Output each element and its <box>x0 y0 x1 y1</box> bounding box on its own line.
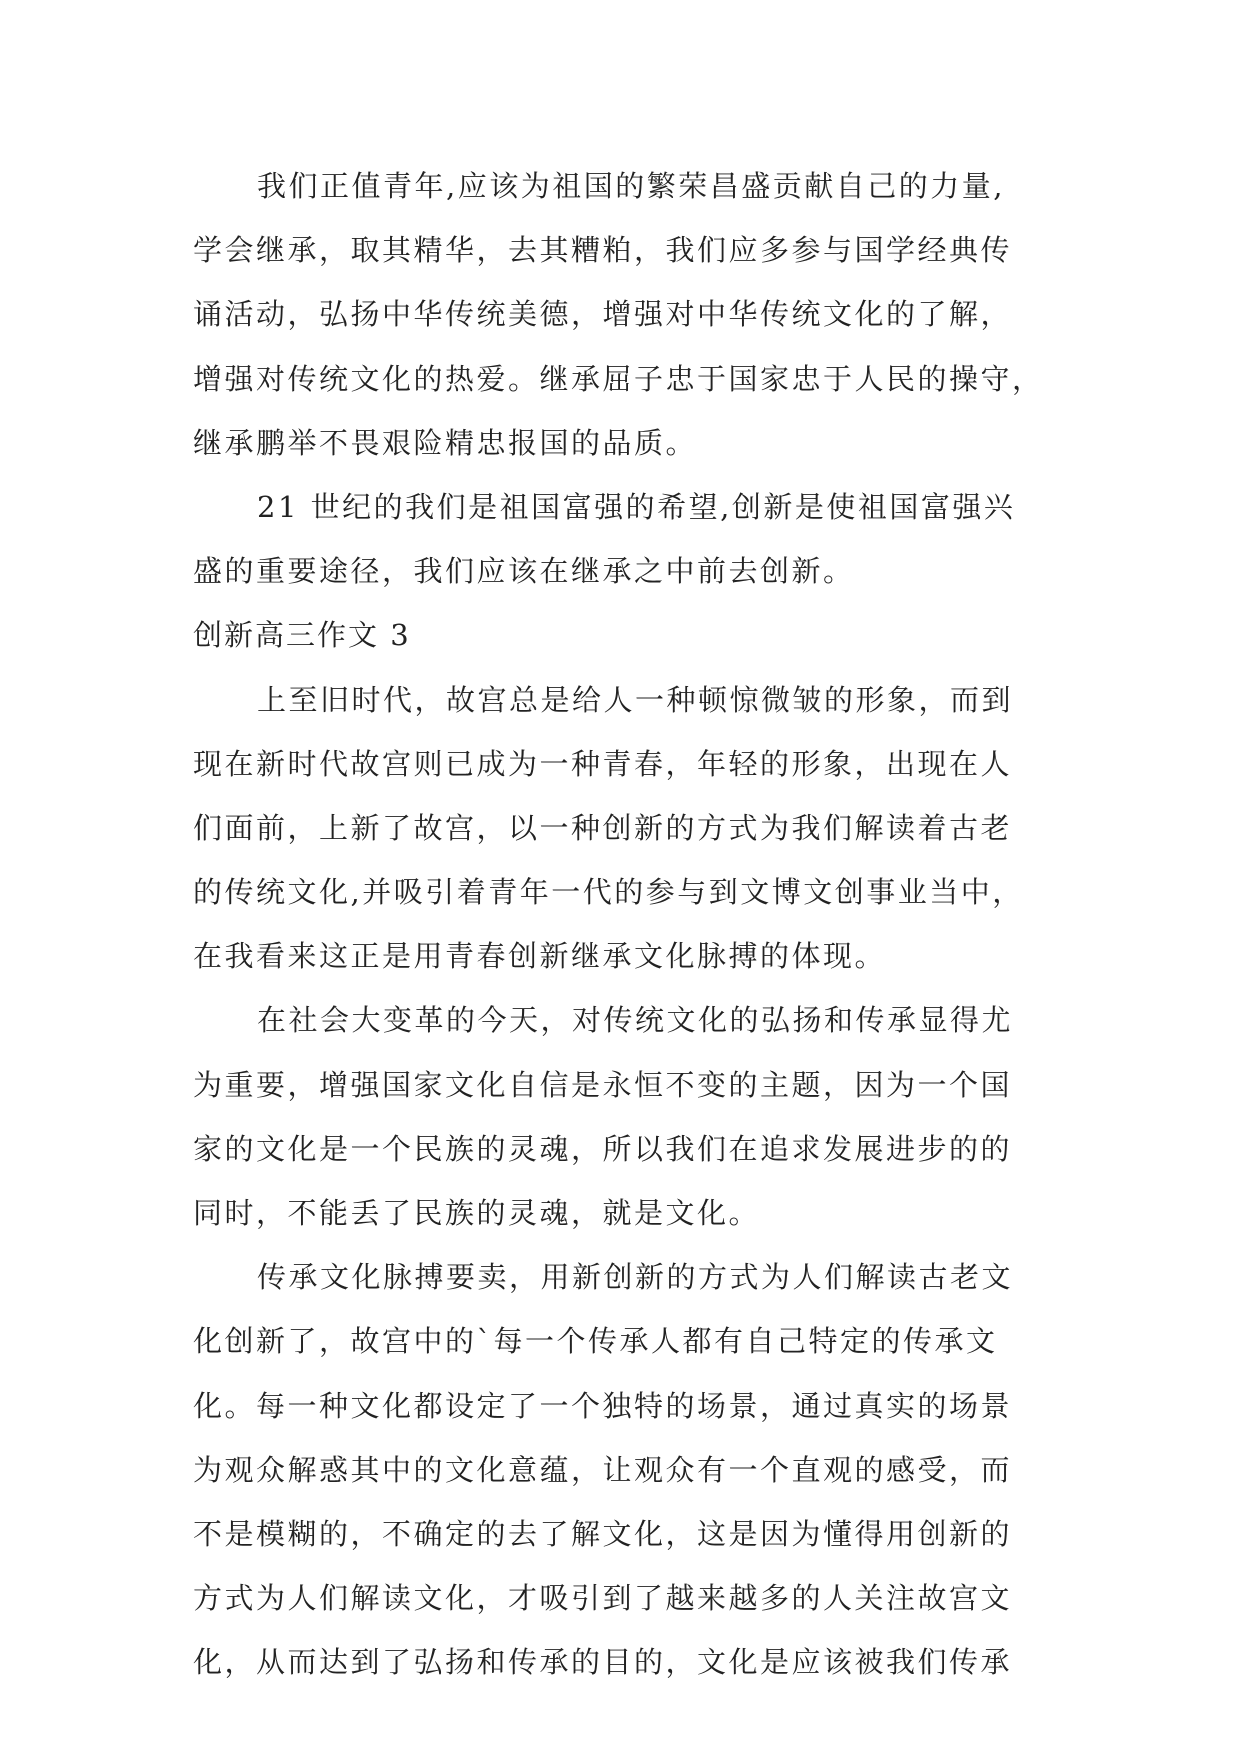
paragraph-line: 化创新了，故宫中的`每一个传承人都有自己特定的传承文 <box>193 1324 998 1359</box>
paragraph-line: 21 世纪的我们是祖国富强的希望,创新是使祖国富强兴 <box>257 489 1016 524</box>
paragraph-line: 我们正值青年,应该为祖国的繁荣昌盛贡献自己的力量, <box>257 169 1005 203</box>
paragraph-line: 家的文化是一个民族的灵魂，所以我们在追求发展进步的的 <box>193 1131 1013 1166</box>
paragraph-line: 化。每一种文化都设定了一个独特的场景，通过真实的场景 <box>193 1388 1013 1423</box>
paragraph-line: 增强对传统文化的热爱。继承屈子忠于国家忠于人民的操守， <box>193 361 1044 396</box>
paragraph-line: 在社会大变革的今天，对传统文化的弘扬和传承显得尤 <box>257 1003 1014 1038</box>
paragraph-line: 学会继承，取其精华，去其糟粕，我们应多参与国学经典传 <box>193 233 1013 268</box>
paragraph-line: 化，从而达到了弘扬和传承的目的，文化是应该被我们传承 <box>193 1645 1013 1680</box>
section-heading: 创新高三作文 3 <box>193 618 411 653</box>
paragraph-line: 为观众解惑其中的文化意蕴，让观众有一个直观的感受，而 <box>193 1452 1013 1487</box>
paragraph-line: 的传统文化,并吸引着青年一代的参与到文博文创事业当中， <box>193 875 1024 910</box>
paragraph-line: 诵活动，弘扬中华传统美德，增强对中华传统文化的了解， <box>193 297 1013 332</box>
paragraph-line: 不是模糊的，不确定的去了解文化，这是因为懂得用创新的 <box>193 1516 1013 1551</box>
paragraph-line: 继承鹏举不畏艰险精忠报国的品质。 <box>193 425 698 460</box>
document-body <box>193 154 1073 1695</box>
paragraph-line: 们面前，上新了故宫，以一种创新的方式为我们解读着古老 <box>193 810 1013 845</box>
paragraph-line: 传承文化脉搏要卖，用新创新的方式为人们解读古老文 <box>257 1260 1014 1295</box>
paragraph-line: 上至旧时代，故宫总是给人一种顿惊微皱的形象，而到 <box>257 682 1014 717</box>
paragraph-line: 方式为人们解读文化，才吸引到了越来越多的人关注故宫文 <box>193 1581 1013 1616</box>
paragraph-line: 同时，不能丢了民族的灵魂，就是文化。 <box>193 1196 761 1230</box>
paragraph-line: 为重要，增强国家文化自信是永恒不变的主题，因为一个国 <box>193 1067 1013 1102</box>
paragraph-line: 在我看来这正是用青春创新继承文化脉搏的体现。 <box>193 939 887 974</box>
paragraph-line: 盛的重要途径，我们应该在继承之中前去创新。 <box>193 554 855 589</box>
paragraph-line: 现在新时代故宫则已成为一种青春，年轻的形象，出现在人 <box>193 746 1013 781</box>
